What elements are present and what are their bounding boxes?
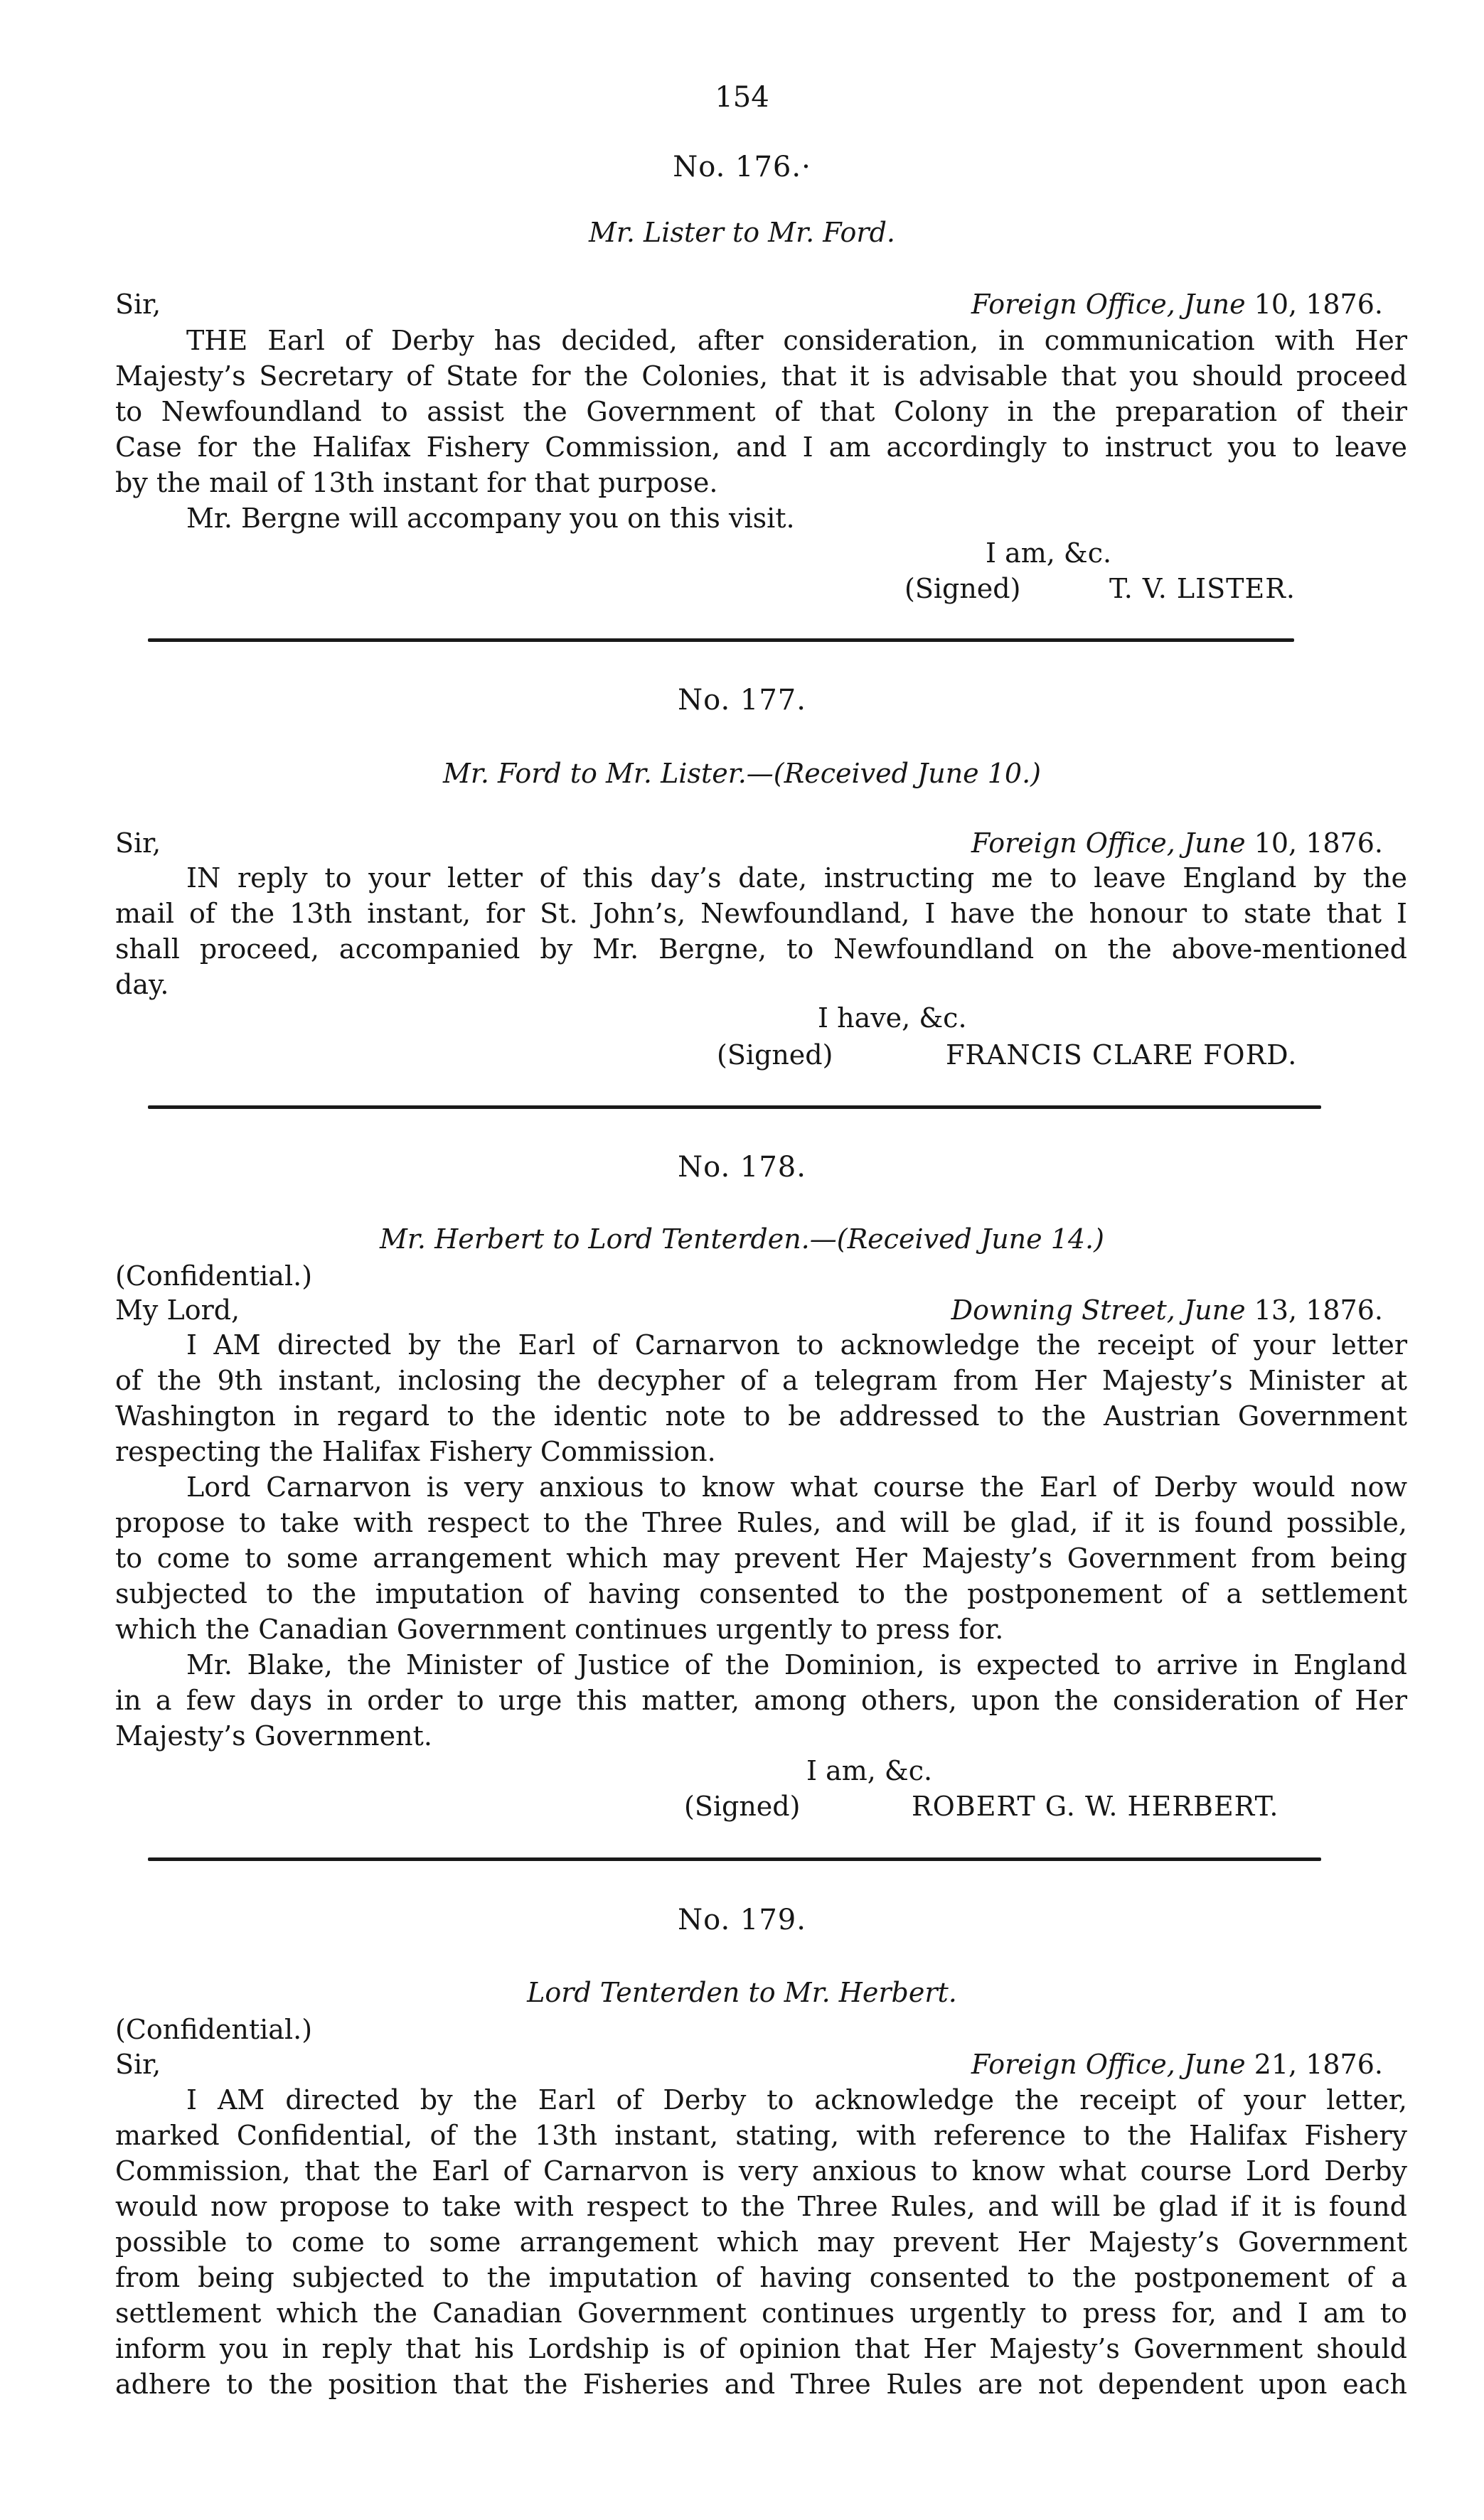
dateline <box>971 825 1383 861</box>
salutation: My Lord, <box>115 1294 240 1326</box>
confidential-marking: (Confidential.) <box>115 1260 313 1292</box>
signer-name: T. V. LISTER. <box>1109 573 1296 604</box>
body-line: from being subjected to the imputation of having consented to the postponement of a <box>115 2262 1407 2293</box>
body-line: adhere to the position that the Fisheries and Three Rules are not dependent upon each <box>115 2369 1407 2400</box>
signed-label: (Signed) <box>717 1039 833 1071</box>
salutation: Sir, <box>115 827 161 859</box>
closing: I am, &c. <box>986 537 1112 569</box>
body-line: I AM directed by the Earl of Carnarvon to acknowledge the receipt of your letter <box>186 1329 1407 1361</box>
letter-heading: Mr. Lister to Mr. Ford. <box>589 217 895 248</box>
letter-heading: Mr. Herbert to Lord Tenterden.—(Received June 14.) <box>380 1223 1104 1255</box>
letter-heading: Lord Tenterden to Mr. Herbert. <box>527 1977 957 2008</box>
body-line: I AM directed by the Earl of Derby to acknowledge the receipt of your letter, <box>186 2084 1407 2116</box>
body-line: settlement which the Canadian Government continues urgently to press for, and I am to <box>115 2298 1407 2329</box>
dateline-date: 10, 1876. <box>1254 289 1383 320</box>
dateline-date: 10, 1876. <box>1254 827 1383 859</box>
body-line: day. <box>115 969 169 1000</box>
body-line: subjected to the imputation of having consented to the postponement of a settlement <box>115 1578 1407 1609</box>
page-number: 154 <box>715 81 769 114</box>
body-line: THE Earl of Derby has decided, after consideration, in communication with Her <box>186 325 1407 356</box>
body-line: IN reply to your letter of this day’s date, instructing me to leave England by the <box>186 862 1407 894</box>
salutation: Sir, <box>115 289 161 320</box>
body-line: of the 9th instant, inclosing the decypher of a telegram from Her Majesty’s Minister at <box>115 1365 1407 1396</box>
body-line: respecting the Halifax Fishery Commission. <box>115 1436 716 1467</box>
body-line: Lord Carnarvon is very anxious to know what course the Earl of Derby would now <box>186 1471 1407 1503</box>
body-line: in a few days in order to urge this matter, among others, upon the consideration of Her <box>115 1685 1407 1716</box>
body-line: Washington in regard to the identic note to be addressed to the Austrian Government <box>115 1400 1407 1432</box>
body-line: Majesty’s Government. <box>115 1720 432 1752</box>
letter-heading: Mr. Ford to Mr. Lister.—(Received June 10.) <box>442 758 1041 789</box>
dateline-place: Foreign Office, June <box>971 827 1246 859</box>
signer-name: FRANCIS CLARE FORD. <box>946 1039 1298 1071</box>
body-line: propose to take with respect to the Three Rules, and will be glad, if it is found possible, <box>115 1507 1407 1538</box>
body-line: to Newfoundland to assist the Government of that Colony in the preparation of their <box>115 396 1407 427</box>
letter-number: No. 179. <box>678 1904 806 1936</box>
dateline-place: Foreign Office, June <box>971 2049 1246 2080</box>
signer-name: ROBERT G. W. HERBERT. <box>912 1791 1279 1822</box>
dateline-date: 21, 1876. <box>1254 2049 1383 2080</box>
signed-label: (Signed) <box>904 573 1021 604</box>
body-line: shall proceed, accompanied by Mr. Bergne, to Newfoundland on the above-mentioned <box>115 933 1407 965</box>
body-line: inform you in reply that his Lordship is of opinion that Her Majesty’s Government should <box>115 2333 1407 2364</box>
body-line: Mr. Bergne will accompany you on this visit. <box>186 503 795 534</box>
section-divider <box>148 1105 1321 1109</box>
body-line: possible to come to some arrangement which may prevent Her Majesty’s Government <box>115 2226 1407 2258</box>
body-line: Mr. Blake, the Minister of Justice of the Dominion, is expected to arrive in England <box>186 1649 1407 1680</box>
body-line: Majesty’s Secretary of State for the Colonies, that it is advisable that you should proceed <box>115 360 1407 392</box>
dateline <box>971 2047 1383 2082</box>
closing: I am, &c. <box>806 1755 933 1786</box>
dateline-date: 13, 1876. <box>1254 1294 1383 1326</box>
dateline-place: Foreign Office, June <box>971 289 1246 320</box>
confidential-marking: (Confidential.) <box>115 2014 313 2045</box>
letter-number: No. 177. <box>678 684 806 717</box>
dateline <box>951 1292 1383 1328</box>
letter-number: No. 176.· <box>673 151 811 183</box>
section-divider <box>148 638 1294 642</box>
body-line: Commission, that the Earl of Carnarvon is very anxious to know what course Lord Derby <box>115 2155 1407 2187</box>
letter-number: No. 178. <box>678 1151 806 1184</box>
body-line: which the Canadian Government continues urgently to press for. <box>115 1614 1004 1645</box>
body-line: by the mail of 13th instant for that purpose. <box>115 467 718 498</box>
body-line: would now propose to take with respect to the Three Rules, and will be glad if it is found <box>115 2191 1407 2222</box>
body-line: Case for the Halifax Fishery Commission, and I am accordingly to instruct you to leave <box>115 431 1407 463</box>
body-line: to come to some arrangement which may prevent Her Majesty’s Government from being <box>115 1543 1407 1574</box>
closing: I have, &c. <box>818 1002 967 1034</box>
section-divider <box>148 1857 1321 1861</box>
body-line: marked Confidential, of the 13th instant, stating, with reference to the Halifax Fishery <box>115 2120 1407 2151</box>
dateline-place: Downing Street, June <box>951 1294 1246 1326</box>
dateline <box>971 286 1383 322</box>
salutation: Sir, <box>115 2049 161 2080</box>
signed-label: (Signed) <box>684 1791 801 1822</box>
body-line: mail of the 13th instant, for St. John’s, Newfoundland, I have the honour to state that I <box>115 898 1407 929</box>
